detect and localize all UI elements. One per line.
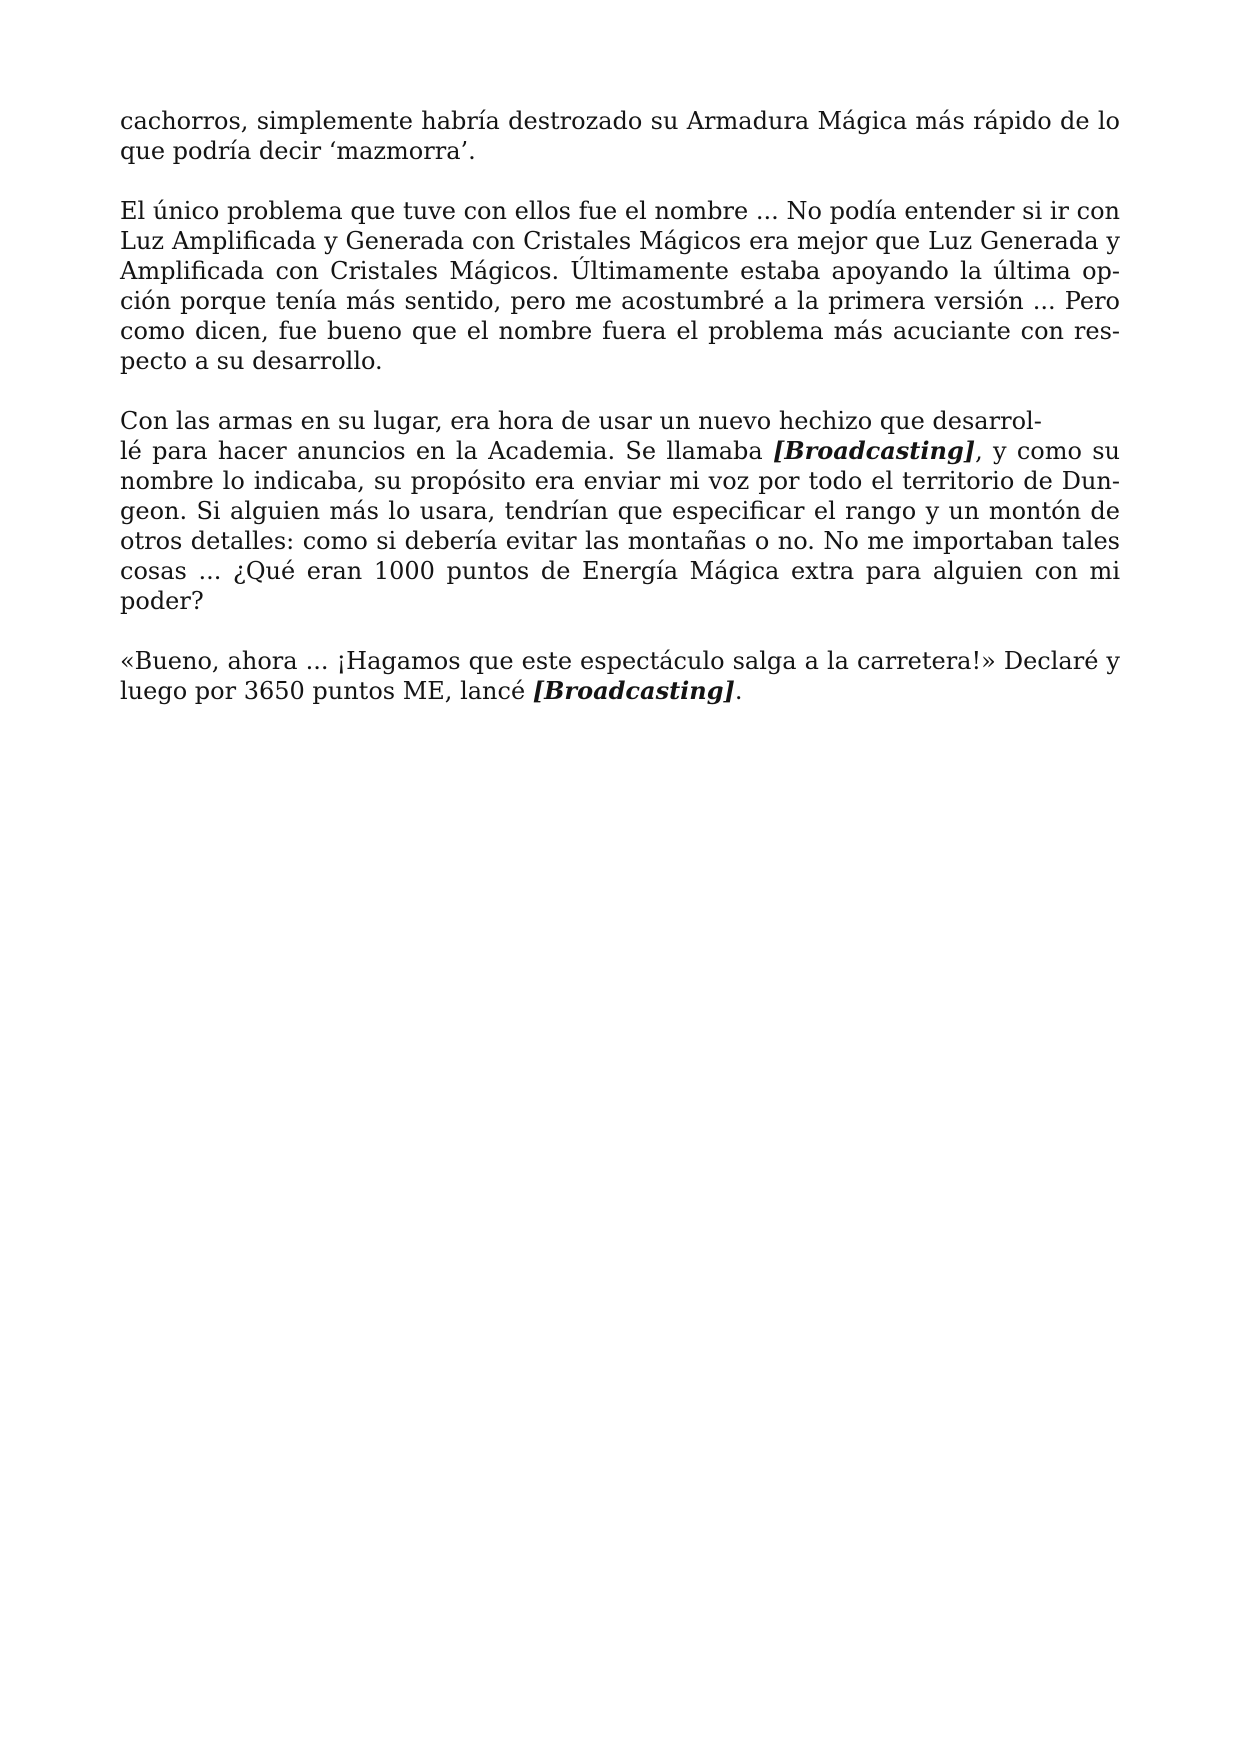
text-run: El único problema que tuve con ellos fue el nombre ... No podía entender si ir con (120, 197, 1120, 225)
text-run: . (734, 677, 743, 705)
text-run: «Bueno, ahora ... ¡Hagamos que este espectáculo salga a la carretera!» Declaré y (120, 647, 1120, 675)
text-run: , y como su (975, 437, 1120, 465)
text-line (120, 256, 1120, 286)
text-run: luego por 3650 puntos ME, lancé (120, 677, 533, 705)
text-run: Luz Amplificada y Generada con Cristales Mágicos era mejor que Luz Generada y (120, 227, 1120, 255)
text-run: pecto a su desarrollo. (120, 347, 383, 375)
text-line (120, 466, 1120, 496)
text-line (120, 406, 1120, 436)
text-line (120, 346, 1120, 376)
paragraph (120, 196, 1120, 376)
text-line (120, 136, 1120, 166)
text-run: Con las armas en su lugar, era hora de usar un nuevo hechizo que desarrol- (120, 407, 1042, 435)
spell-name: [Broadcasting] (532, 676, 735, 705)
paragraph (120, 646, 1120, 706)
text-run: lé para hacer anuncios en la Academia. Se llamaba (120, 437, 773, 465)
text-run: como dicen, fue bueno que el nombre fuera el problema más acuciante con res- (120, 317, 1120, 345)
text-line (120, 316, 1120, 346)
text-run: cosas ... ¿Qué eran 1000 puntos de Energía Mágica extra para alguien con mi (120, 557, 1120, 585)
text-run: poder? (120, 587, 204, 615)
text-line (120, 676, 1120, 706)
text-line (120, 106, 1120, 136)
text-run: ción porque tenía más sentido, pero me acostumbré a la primera versión ... Pero (120, 287, 1120, 315)
text-run: que podría decir ‘mazmorra’. (120, 137, 476, 165)
paragraph (120, 106, 1120, 166)
text-run: otros detalles: como si debería evitar las montañas o no. No me importaban tales (120, 527, 1120, 555)
spell-name: [Broadcasting] (773, 436, 976, 465)
text-run: nombre lo indicaba, su propósito era enviar mi voz por todo el territorio de Dun- (120, 467, 1120, 495)
text-line (120, 226, 1120, 256)
text-line (120, 196, 1120, 226)
text-line (120, 496, 1120, 526)
text-line (120, 556, 1120, 586)
text-line (120, 646, 1120, 676)
text-run: Amplificada con Cristales Mágicos. Últimamente estaba apoyando la última op- (120, 257, 1120, 285)
text-line (120, 526, 1120, 556)
body-text (120, 106, 1120, 736)
text-line (120, 286, 1120, 316)
text-line (120, 436, 1120, 466)
text-line (120, 586, 1120, 616)
paragraph (120, 406, 1120, 616)
text-run: geon. Si alguien más lo usara, tendrían que especificar el rango y un montón de (120, 497, 1120, 525)
text-run: cachorros, simplemente habría destrozado su Armadura Mágica más rápido de lo (120, 107, 1120, 135)
